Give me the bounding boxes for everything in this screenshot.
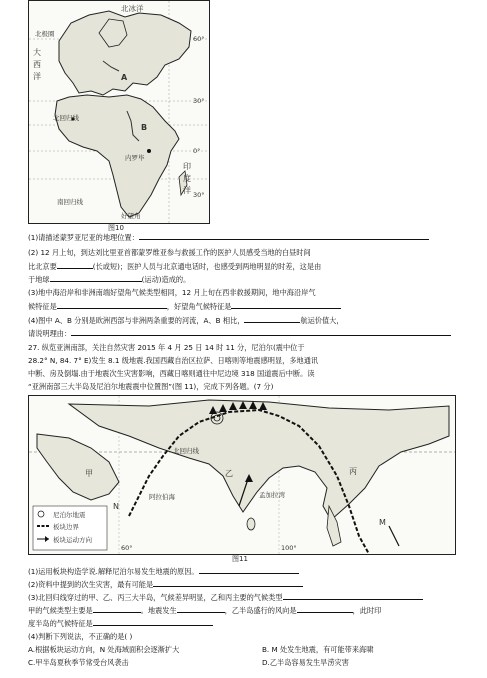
- answer-blank[interactable]: [199, 566, 299, 574]
- answer-blank[interactable]: [93, 605, 141, 613]
- answer-blank[interactable]: [231, 301, 341, 309]
- map10-label-B: B: [141, 123, 148, 132]
- map10-label-atlantic-2: 西: [33, 60, 41, 69]
- map11-label-lon100: 100°: [281, 544, 297, 552]
- figure-10-map: [28, 0, 210, 224]
- answer-blank[interactable]: [71, 328, 451, 336]
- map11-label-arabian-sea: 阿拉伯海: [149, 493, 175, 501]
- option-a[interactable]: A.根据板块运动方向，N 处海域面积会逐渐扩大: [28, 645, 180, 654]
- map11-label-bay-bengal: 孟加拉湾: [259, 491, 285, 499]
- map10-label-cape: 好望角: [121, 212, 141, 220]
- q27-part2: (2)资料中提到的次生灾害，最有可能是: [28, 579, 476, 589]
- q26-part1: (1)请描述蒙罗亚尼亚的地理位置：: [28, 232, 476, 242]
- answer-blank[interactable]: [153, 579, 303, 587]
- answer-blank[interactable]: [297, 605, 353, 613]
- map10-label-south-tropic: 南回归线: [57, 198, 83, 206]
- q27-intro-line1: 27. 纵览亚洲南部，关注自然灾害 2015 年 4 月 25 日 14 时 11 分，尼泊尔(震中位于: [28, 343, 305, 352]
- option-c[interactable]: C.甲半岛夏秋季节常受台风袭击: [28, 658, 129, 667]
- figure-10-caption: 图10: [108, 224, 124, 232]
- q26-part4-line1: (4)图中 A、B 分别是欧洲西部与非洲两条重要的河流，A、B 相比， 航运价值大，: [28, 316, 344, 325]
- map10-label-indian-1: 印: [183, 162, 191, 171]
- figure-10-svg: [29, 1, 209, 223]
- map10-label-lat30: 30°: [193, 97, 205, 105]
- answer-blank[interactable]: [177, 605, 225, 613]
- map11-label-jia: 甲: [85, 469, 93, 478]
- map10-label-lat60: 60°: [193, 35, 205, 43]
- option-d[interactable]: D.乙半岛容易发生旱涝灾害: [262, 658, 349, 667]
- q26-part2-line3: 于地球 (运动)造成的。: [28, 275, 191, 284]
- figure-11-map: [28, 395, 456, 555]
- q27-part4: (4)判断下列说法，不正确的是( ): [28, 632, 133, 641]
- answer-blank[interactable]: [93, 618, 213, 626]
- map11-legend-epicenter: 尼泊尔地震: [53, 511, 86, 519]
- answer-blank[interactable]: [244, 315, 300, 323]
- q26-part2-line2: 比北京要 (长或短)；医护人员与北京通电话时，也感受到两地明显的时差，这是由: [28, 262, 322, 271]
- answer-blank[interactable]: [50, 274, 142, 282]
- q26-part2-line1: (2) 12 月上旬，到达刘比里亚首都蒙罗维亚参与救援工作的医护人员感受当地的白昼时间: [28, 248, 311, 257]
- q26-part3-line2: 候特征是 ，好望角气候特征是: [28, 301, 476, 311]
- map11-label-M: M: [379, 518, 386, 527]
- map10-label-lat0: 0°: [193, 147, 201, 155]
- map10-label-indian-3: 洋: [183, 186, 191, 195]
- map10-label-nairobi: 内罗毕: [125, 154, 145, 162]
- map10-label-atlantic-3: 洋: [33, 72, 41, 81]
- q27-part1: (1)运用板块构造学说.解释尼泊尔易发生地震的原因。: [28, 566, 476, 576]
- q27-intro-line2: 28.2° N, 84. 7° E)发生 8.1 级地震.我国西藏自治区拉萨、日喀则等地震感明显，多地通讯: [28, 356, 319, 365]
- map11-label-bing: 丙: [349, 467, 357, 476]
- figure-11-caption: 图11: [232, 555, 248, 563]
- q27-part3-line2: 甲的气候类型主要是 。地震发生 ，乙半岛盛行的风向是 ，此时印: [28, 606, 382, 615]
- map10-label-north-tropic: 北回归线: [53, 114, 79, 122]
- answer-blank[interactable]: [57, 261, 93, 269]
- map10-label-atlantic-1: 大: [33, 48, 41, 57]
- q26-part4-line2: 请说明理由：: [28, 328, 476, 338]
- map10-label-arctic-circle: 北极圈: [35, 30, 55, 38]
- q27-intro-line4: “亚洲南部三大半岛及尼泊尔地震震中位置图”(图 11)，完成下列各题。(7 分): [28, 382, 274, 391]
- q27-part3-line3: 度半岛的气候特征是: [28, 618, 476, 628]
- answer-blank[interactable]: [57, 301, 167, 309]
- map10-label-indian-2: 度: [183, 174, 191, 183]
- answer-blank[interactable]: [139, 232, 429, 240]
- q27-intro-line3: 中断、房及倒塌.由于地震次生灾害影响，西藏日喀则通往中尼边境 318 国道震后中断。读: [28, 369, 315, 378]
- option-b[interactable]: B. M 处发生地震，有可能带来海啸: [262, 645, 374, 654]
- map10-label-arctic: 北冰洋: [121, 4, 144, 13]
- map11-label-N: N: [113, 502, 119, 511]
- map11-legend-boundary: 板块边界: [53, 523, 79, 531]
- map11-label-yi: 乙: [225, 469, 233, 478]
- q26-part3-line1: (3)地中海沿岸和非洲南端好望角气候类型相同，12 月上旬在西非救援期间，地中海沿岸气: [28, 288, 316, 297]
- map11-legend-motion: 板块运动方向: [53, 536, 92, 544]
- map10-label-lat30s: 30°: [193, 191, 205, 199]
- map11-label-north-tropic: 北回归线: [173, 447, 199, 455]
- map10-label-A: A: [121, 73, 128, 82]
- q27-part3-line1: (3)北回归线穿过的甲、乙、丙三大半岛，气候差异明显，乙和丙主要的气候类型: [28, 592, 476, 602]
- map11-label-lon60: 60°: [121, 544, 133, 552]
- answer-blank[interactable]: [283, 592, 423, 600]
